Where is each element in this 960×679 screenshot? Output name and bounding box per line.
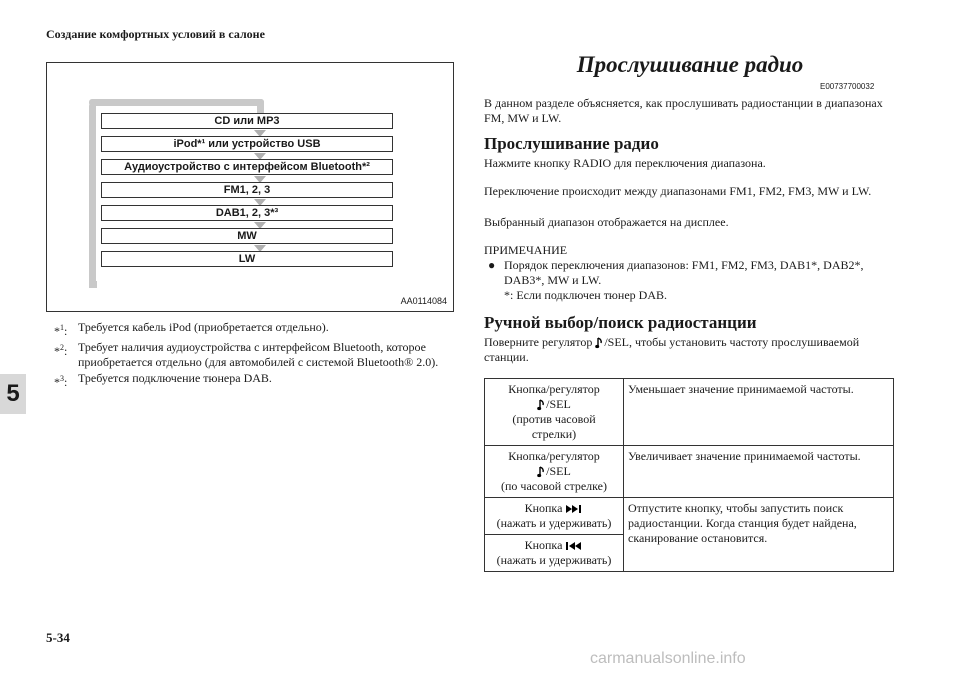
footnote: *$^2$: Требует наличия аудиоустройства с интерфейсом Bluetooth, которое приобретается отдельно (для автомобилей с системой Bluetooth® 2.0).: [54, 340, 454, 370]
footnote-text: Требует наличия аудиоустройства с интерфейсом Bluetooth, которое приобретается отдельно (для автомобилей с системой Bluetooth® 2.0).: [78, 340, 439, 369]
action-cell: Увеличивает значение принимаемой частоты.: [624, 446, 894, 498]
press-radio-text: Нажмите кнопку RADIO для переключения диапазона.: [484, 156, 766, 170]
mode-box-cd: CD или MP3: [101, 113, 393, 129]
footnotes: [54, 320, 454, 391]
footnote-mark: *: [54, 324, 60, 338]
switch-bands-text: Переключение происходит между диапазонами FM1, FM2, FM3, MW и LW.: [484, 184, 872, 198]
mode-box-fm: FM1, 2, 3: [101, 182, 393, 198]
intro-text: В данном разделе объясняется, как прослушивать радиостанции в диапазонах FM, MW и LW.: [484, 96, 883, 125]
control-cell: Кнопка (нажать и удерживать): [485, 535, 624, 572]
display-text: Выбранный диапазон отображается на дисплее.: [484, 215, 729, 229]
control-cell: Кнопка (нажать и удерживать): [485, 498, 624, 535]
footnote-mark: *: [54, 344, 60, 358]
section-code: E00737700032: [820, 82, 875, 91]
watermark: carmanualsonline.info: [590, 650, 746, 667]
cycle-pipe-left: [89, 103, 96, 288]
footnote-number: 2: [60, 343, 64, 352]
footnote-number: 1: [60, 323, 64, 332]
manual-text-end: /SEL, чтобы установить частоту прослушиваемой станции.: [484, 335, 860, 364]
bullet-icon: ●: [488, 258, 496, 272]
mode-box-ipod: iPod*¹ или устройство USB: [101, 136, 393, 152]
cycle-pipe-top: [89, 99, 264, 106]
previous-track-icon: [565, 541, 583, 551]
footnote-number: 3: [60, 374, 64, 383]
footnote: *$^3$: Требуется подключение тюнера DAB.: [54, 371, 272, 389]
mode-box-dab: DAB1, 2, 3*³: [101, 205, 393, 221]
mode-box-bluetooth: Аудиоустройство с интерфейсом Bluetooth*²: [101, 159, 393, 175]
music-note-icon: [595, 337, 604, 349]
footnote: *$^1$: Требуется кабель iPod (приобретается отдельно).: [54, 320, 329, 338]
music-note-icon: [537, 399, 546, 411]
next-track-icon: [565, 504, 583, 514]
manual-tuning-text: [484, 335, 894, 365]
cycle-pipe-bottom: [89, 281, 97, 288]
table-row: [485, 498, 894, 535]
table-row: [485, 379, 894, 446]
footnote-text: Требуется подключение тюнера DAB.: [78, 371, 272, 385]
section-title: Прослушивание радио: [576, 52, 804, 77]
page-header: Создание комфортных условий в салоне: [46, 27, 265, 41]
note-block: [484, 258, 894, 303]
control-cell: Кнопка/регулятор /SEL (против часовой стрелки): [485, 379, 624, 446]
note-bullet-text: Порядок переключения диапазонов: FM1, FM2, FM3, DAB1*, DAB2*, DAB3*, MW и LW.: [504, 258, 864, 287]
footnote-text: Требуется кабель iPod (приобретается отдельно).: [78, 320, 329, 334]
mode-box-lw: LW: [101, 251, 393, 267]
heading-manual-tuning: Ручной выбор/поиск радиостанции: [484, 313, 757, 332]
action-cell: Уменьшает значение принимаемой частоты.: [624, 379, 894, 446]
figure-code: AA0114084: [400, 296, 447, 306]
manual-text-start: Поверните регулятор: [484, 335, 593, 349]
music-note-icon: [537, 466, 546, 478]
page-number: 5-34: [46, 630, 70, 645]
chapter-tab: 5: [0, 374, 26, 414]
note-label: ПРИМЕЧАНИЕ: [484, 243, 568, 257]
mode-box-mw: MW: [101, 228, 393, 244]
action-cell: Отпустите кнопку, чтобы запустить поиск радиостанции. Когда станция будет найдена, сканирование остановится.: [624, 498, 894, 572]
footnote-mark: *: [54, 375, 60, 389]
table-row: [485, 446, 894, 498]
controls-table: [484, 378, 894, 572]
control-cell: Кнопка/регулятор /SEL (по часовой стрелке): [485, 446, 624, 498]
heading-listen-radio: Прослушивание радио: [484, 134, 659, 153]
source-mode-diagram: [46, 62, 454, 312]
note-sub-text: *: Если подключен тюнер DAB.: [504, 288, 667, 302]
